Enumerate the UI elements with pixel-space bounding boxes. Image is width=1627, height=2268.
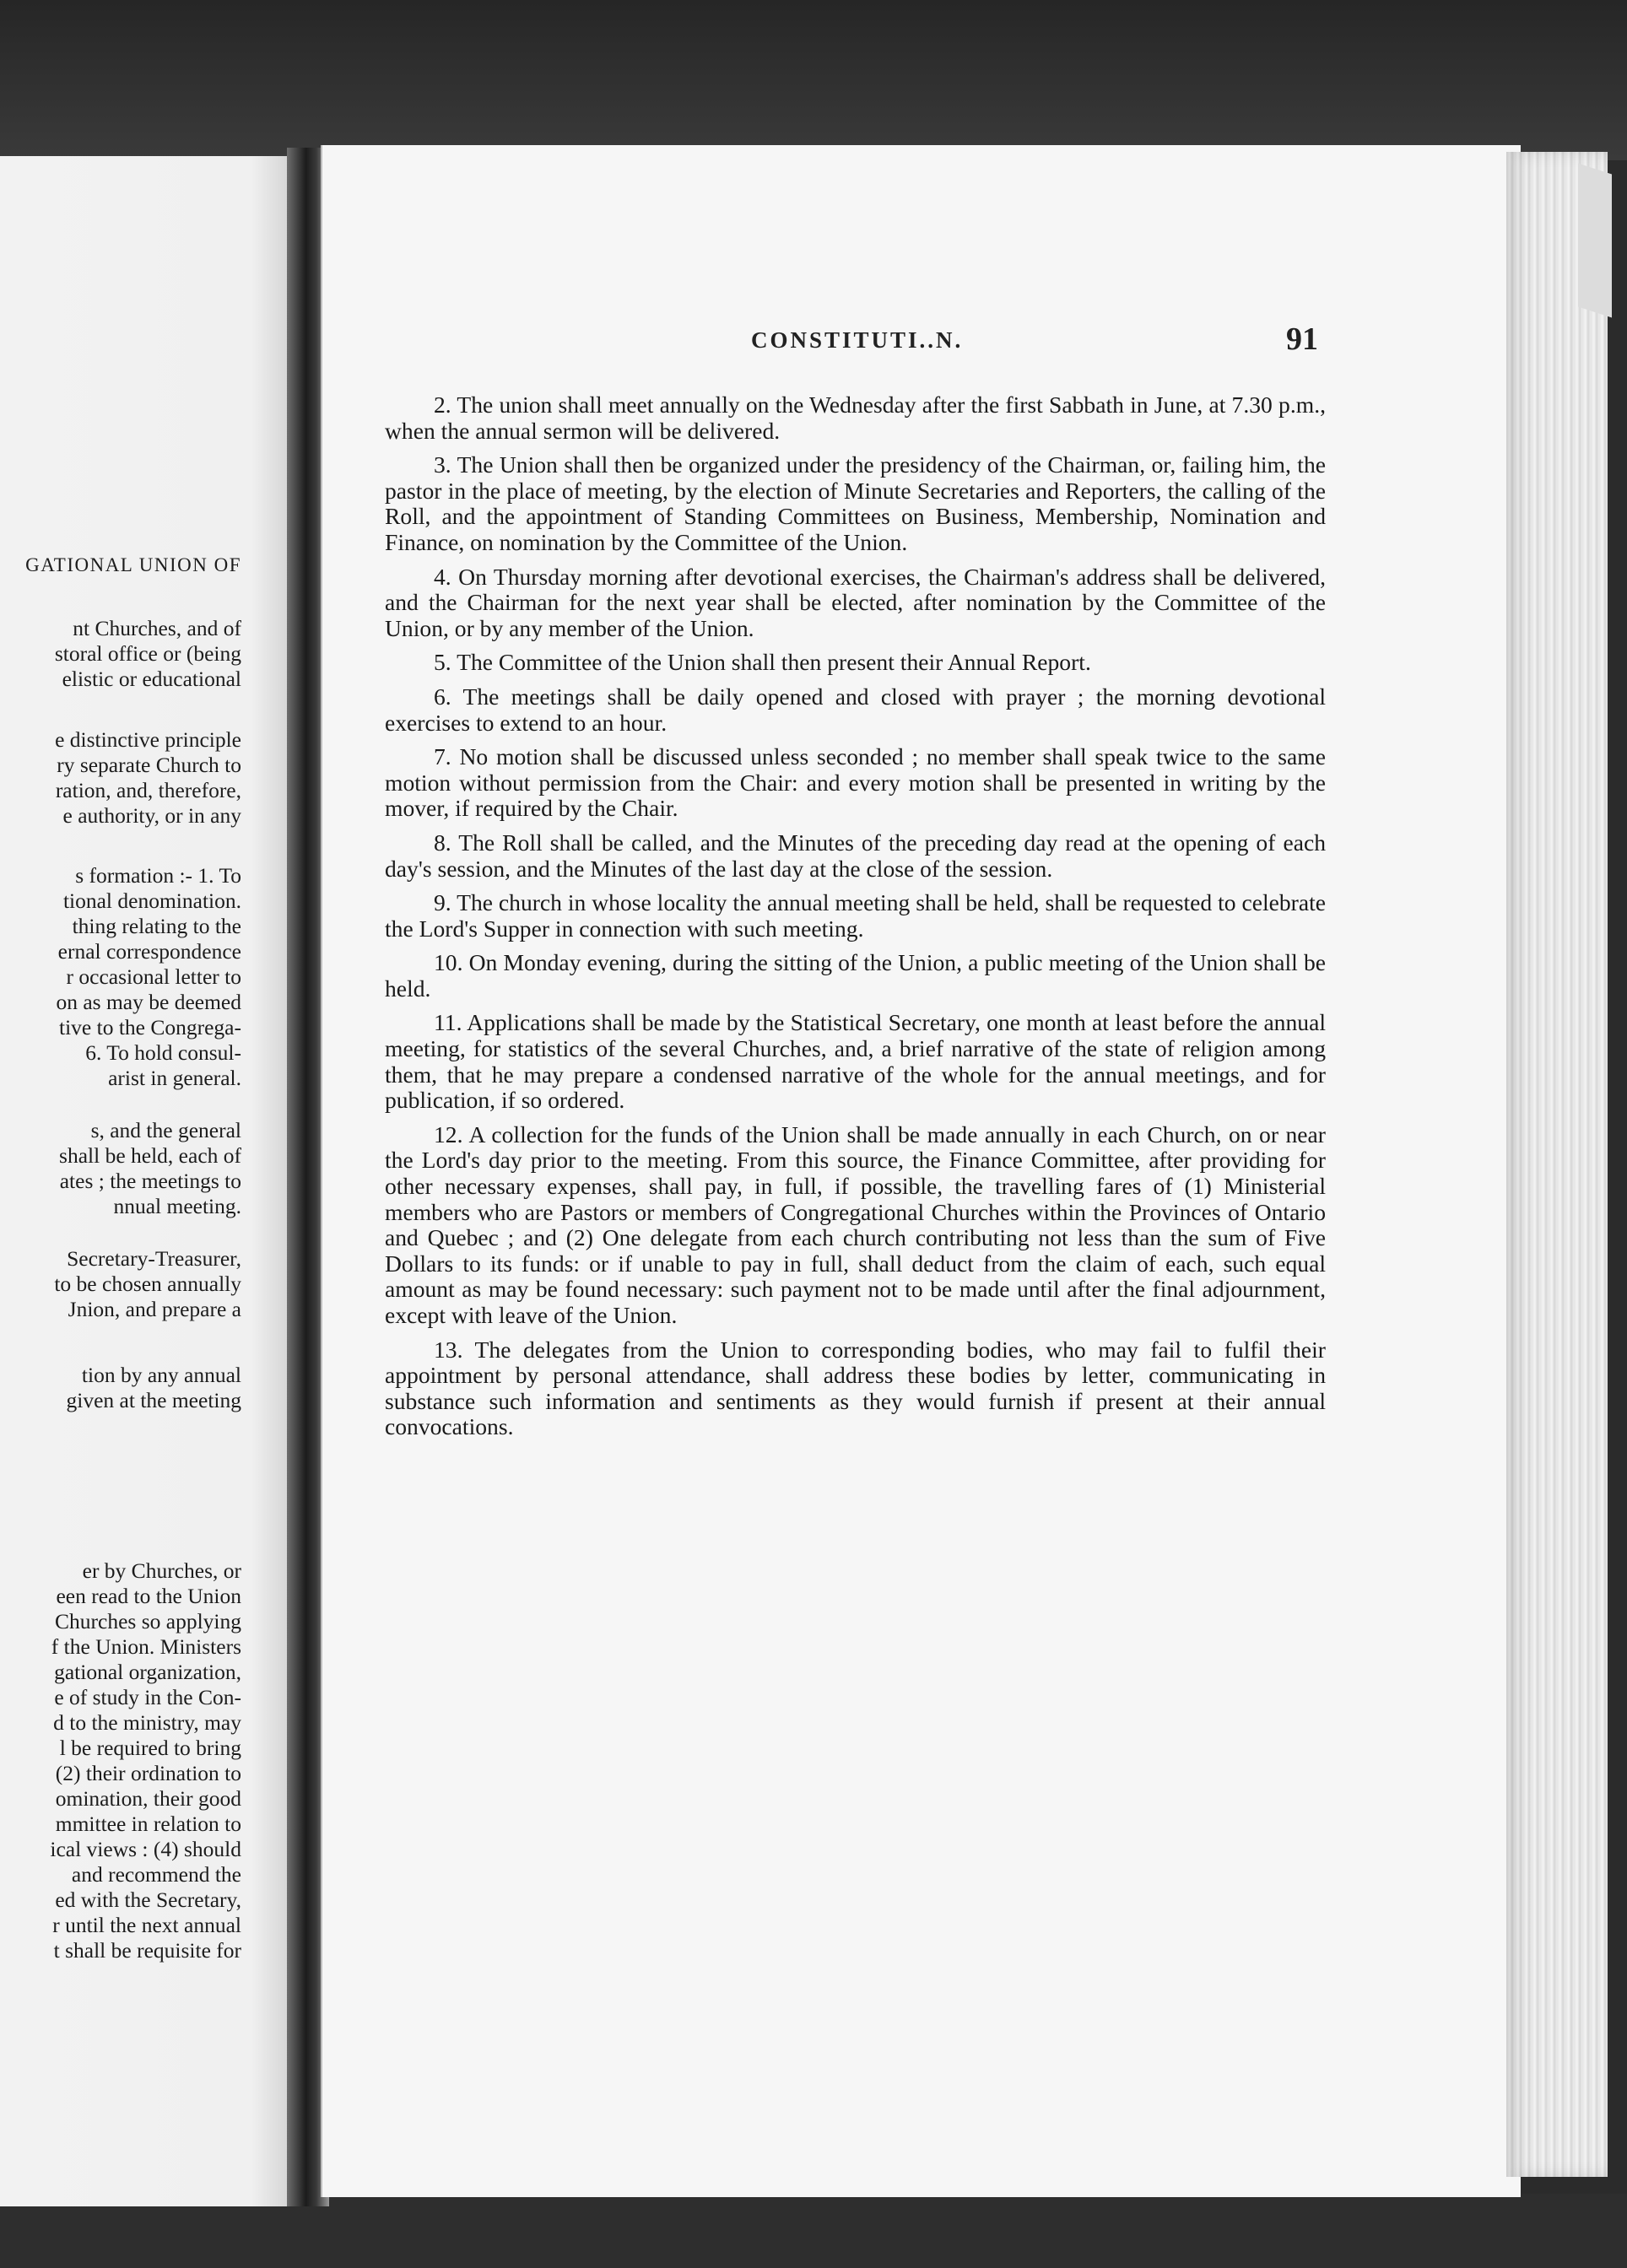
left-page-line: l be required to bring <box>59 1736 241 1760</box>
paragraph: 8. The Roll shall be called, and the Minutes of the preceding day read at the opening of each day's session, and the Minutes of the last day at the close of the session. <box>385 829 1326 882</box>
paragraph: 3. The Union shall then be organized under the presidency of the Chairman, or, failing him, the pastor in the place of meeting, by the election of Minute Secretaries and Reporters, the calling of the Roll, and the appointment of Standing Committees on Business, Membership, Nomination and Finance, on nomination by the Committee of the Union. <box>385 451 1326 555</box>
left-page-line: mmittee in relation to <box>55 1812 241 1836</box>
paragraph: 12. A collection for the funds of the Union shall be made annually in each Church, on or near the Lord's day prior to the meeting. From this source, the Finance Committee, after providing for other necessary expenses, shall pay, in full, if possible, the travelling fares of (1) Ministerial members who are Pastors or members of Congregational Churches within the Provinces of Ontario and Quebec ; and (2) One delegate from each church contributing not less than the sum of Five Dollars to its funds: or if unable to pay in full, shall deduct from the claim of each, such equal amount as may be found necessary: such payment not to be made until after the final adjournment, except with leave of the Union. <box>385 1120 1326 1328</box>
page-number: 91 <box>1286 321 1318 357</box>
left-page-line: f the Union. Ministers <box>51 1634 241 1659</box>
left-page-line: s, and the general <box>90 1118 241 1142</box>
paragraph: 11. Applications shall be made by the Statistical Secretary, one month at least before the annual meeting, for statistics of the several Churches, and, a brief narrative of the state of religion among them, that he may prepare a condensed narrative of the whole for the annual meetings, and for publication, if so ordered. <box>385 1009 1326 1114</box>
left-page-line: and recommend the <box>71 1862 241 1887</box>
left-page-line: thing relating to the <box>72 914 241 938</box>
left-page-line: shall be held, each of <box>59 1143 241 1168</box>
paragraph: 10. On Monday evening, during the sitting of the Union, a public meeting of the Union shall be held. <box>385 949 1326 1002</box>
left-page-line: tion by any annual <box>81 1363 241 1387</box>
page-edges <box>1506 152 1608 2177</box>
left-page-line: ed with the Secretary, <box>55 1887 241 1912</box>
left-page-line: e distinctive principle <box>55 727 241 752</box>
left-page-line: r occasional letter to <box>66 964 241 989</box>
left-page-line: s formation :- 1. To <box>75 863 241 888</box>
left-page-line: storal office or (being <box>54 641 241 666</box>
paragraph: 5. The Committee of the Union shall then present their Annual Report. <box>434 649 1091 676</box>
left-page-line: tive to the Congrega- <box>59 1015 241 1040</box>
paragraph: 6. The meetings shall be daily opened and closed with prayer ; the morning devotional exercises to extend to an hour. <box>385 683 1326 736</box>
left-facing-page <box>0 156 314 2206</box>
left-page-line: gational organization, <box>54 1660 241 1684</box>
left-page-line: given at the meeting <box>66 1388 241 1412</box>
left-page-line: Churches so applying <box>55 1609 241 1634</box>
running-head: CONSTITUTI..N. <box>751 327 964 353</box>
left-page-line: e of study in the Con- <box>54 1685 241 1709</box>
constitution-text <box>385 392 1326 1449</box>
scan-background-top <box>0 0 1627 160</box>
left-page-line: e authority, or in any <box>62 803 241 828</box>
paragraph: 4. On Thursday morning after devotional exercises, the Chairman's address shall be delivered, and the Chairman for the next year shall be elected, after nomination by the Committee of the Union, or by any member of the Union. <box>385 563 1326 641</box>
left-page-line: to be chosen annually <box>54 1272 241 1296</box>
paragraph: 2. The union shall meet annually on the Wednesday after the first Sabbath in June, at 7.30 p.m., when the annual sermon will be delivered. <box>385 392 1326 444</box>
left-page-line: Secretary-Treasurer, <box>67 1246 241 1271</box>
left-page-line: nnual meeting. <box>113 1194 241 1218</box>
left-page-line: ates ; the meetings to <box>59 1169 241 1193</box>
left-page-line: r until the next annual <box>52 1913 241 1937</box>
left-page-line: GATIONAL UNION OF <box>25 554 241 575</box>
left-page-line: on as may be deemed <box>56 990 241 1014</box>
left-page-line: ry separate Church to <box>57 753 241 777</box>
left-page-line: (2) their ordination to <box>55 1761 241 1785</box>
paragraph: 9. The church in whose locality the annual meeting shall be held, shall be requested to celebrate the Lord's Supper in connection with such meeting. <box>385 889 1326 942</box>
left-page-line: t shall be requisite for <box>53 1938 241 1963</box>
left-page-line: ernal correspondence <box>57 939 241 964</box>
left-page-line: 6. To hold consul- <box>85 1040 241 1065</box>
left-page-line: arist in general. <box>108 1066 241 1090</box>
paragraph: 7. No motion shall be discussed unless seconded ; no member shall speak twice to the same motion without permission from the Chair: and every motion shall be presented in writing by the mover, if required by the Chair. <box>385 743 1326 822</box>
left-page-line: ration, and, therefore, <box>55 778 241 802</box>
left-page-line: tional denomination. <box>62 888 241 913</box>
left-page-line: d to the ministry, may <box>53 1710 241 1735</box>
left-page-line: Jnion, and prepare a <box>68 1297 241 1321</box>
left-page-line: een read to the Union <box>56 1584 241 1608</box>
left-page-line: er by Churches, or <box>82 1558 241 1583</box>
left-page-line: nt Churches, and of <box>73 616 241 640</box>
left-page-line: ical views : (4) should <box>50 1837 241 1861</box>
page-flap <box>1578 164 1612 318</box>
left-page-line: omination, their good <box>55 1786 241 1811</box>
paragraph: 13. The delegates from the Union to corresponding bodies, who may fail to fulfil their appointment by personal attendance, shall address these bodies by letter, communicating in substance such information and sentiments as they would furnish if present at their annual convocations. <box>385 1336 1326 1440</box>
left-page-line: elistic or educational <box>62 667 241 691</box>
